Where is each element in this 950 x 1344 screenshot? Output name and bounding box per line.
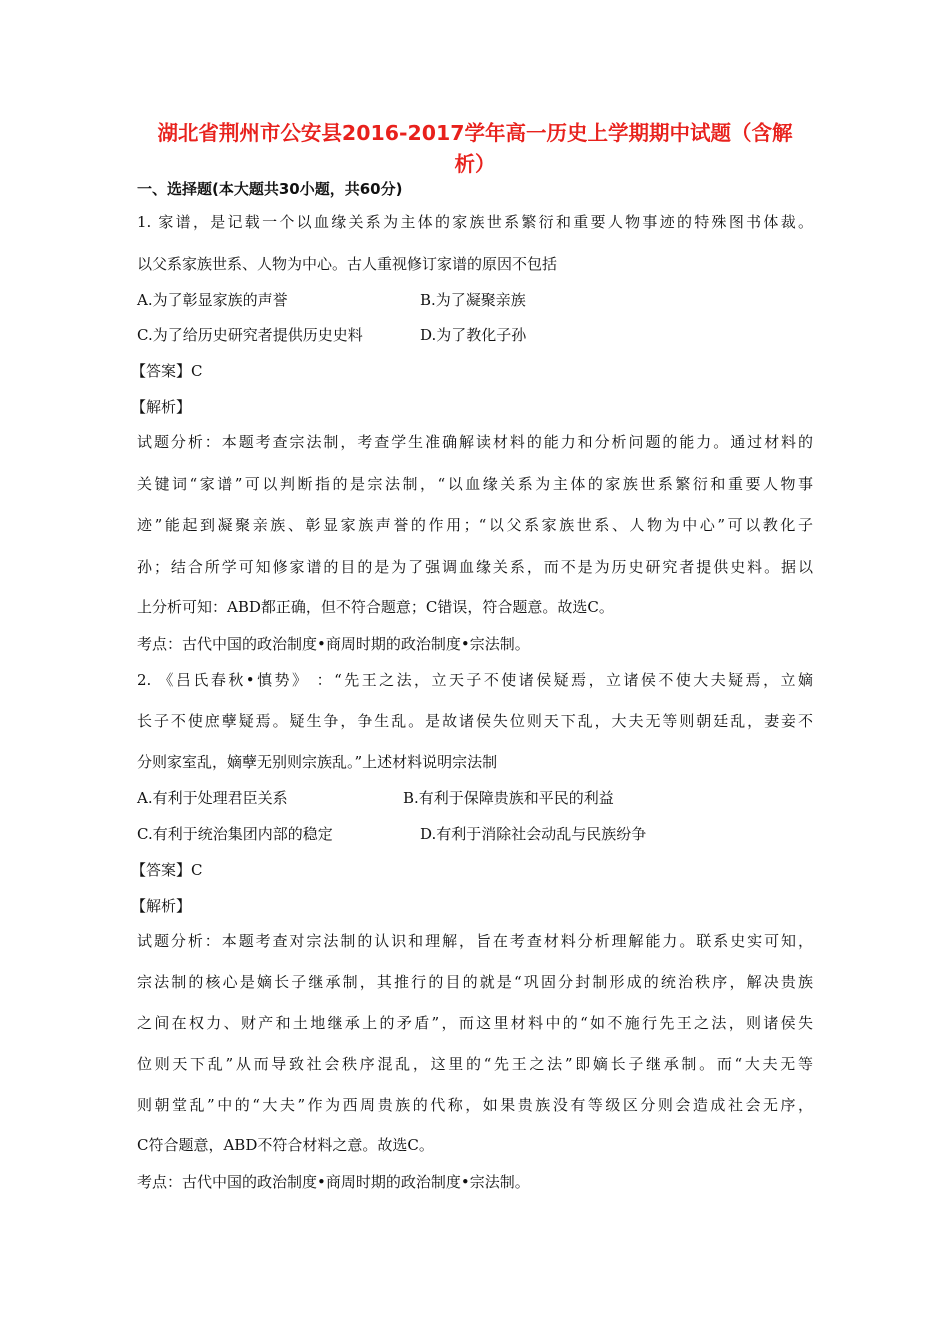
q1-analysis-line-4: 孙；结合所学可知修家谱的目的是为了强调血缘关系，而不是为历史研究者提供史料。据以 [137,558,813,576]
q2-stem-line-3: 分则家室乱，嫡孽无别则宗族乱。”上述材料说明宗法制 [137,753,498,771]
document-title [120,118,830,180]
q1-option-c: C.为了给历史研究者提供历史史料 [137,326,363,344]
q1-stem-line-1: 1. 家谱，是记载一个以血缘关系为主体的家族世系繁衍和重要人物事迹的特殊图书体裁。 [137,213,813,231]
q1-analysis-line-3: 迹”能起到凝聚亲族、彰显家族声誉的作用；“以父系家族世系、人物为中心”可以教化子 [137,516,813,534]
q2-option-row-2 [137,824,647,844]
q2-option-row-1 [137,788,614,808]
q2-analysis-line-5: 则朝堂乱”中的“大夫”作为西周贵族的代称，如果贵族没有等级区分则会造成社会无序， [137,1096,813,1114]
q1-option-d: D.为了教化子孙 [420,326,527,344]
q2-stem-line-1: 2. 《吕氏春秋•慎势》 ：“先王之法，立天子不使诸侯疑焉，立诸侯不使大夫疑焉，立嫡 [137,671,813,689]
q2-answer: 【答案】C [131,861,203,879]
q2-analysis-line-6: C符合题意，ABD不符合材料之意。故选C。 [137,1136,434,1154]
q2-analysis-line-2: 宗法制的核心是嫡长子继承制，其推行的目的就是“巩固分封制形成的统治秩序，解决贵族 [137,973,813,991]
title-line-2: 析） [454,152,496,176]
q2-stem-line-2: 长子不使庶孽疑焉。疑生争，争生乱。是故诸侯失位则天下乱，大夫无等则朝廷乱，妻妾不 [137,712,813,730]
q1-option-row-2 [137,325,527,345]
q2-kaodian: 考点：古代中国的政治制度•商周时期的政治制度•宗法制。 [137,1173,530,1191]
q2-option-d: D.有利于消除社会动乱与民族纷争 [420,825,647,843]
q1-option-b: B.为了凝聚亲族 [420,291,526,309]
q2-option-b: B.有利于保障贵族和平民的利益 [403,789,614,807]
section-header: 一、选择题(本大题共30小题，共60分) [137,180,403,198]
q2-option-a: A.有利于处理君臣关系 [137,789,288,807]
q1-kaodian: 考点：古代中国的政治制度•商周时期的政治制度•宗法制。 [137,635,530,653]
q2-analysis-line-3: 之间在权力、财产和土地继承上的矛盾”，而这里材料中的“如不施行先王之法，则诸侯失 [137,1014,813,1032]
q1-analysis-line-1: 试题分析：本题考查宗法制，考查学生准确解读材料的能力和分析问题的能力。通过材料的 [137,433,813,451]
q1-analysis-line-5: 上分析可知：ABD都正确，但不符合题意；C错误，符合题意。故选C。 [137,598,614,616]
q1-stem-line-2: 以父系家族世系、人物为中心。古人重视修订家谱的原因不包括 [137,255,558,273]
q2-option-c: C.有利于统治集团内部的稳定 [137,825,333,843]
q1-option-row-1 [137,290,526,310]
q1-answer: 【答案】C [131,362,203,380]
q2-analysis-label: 【解析】 [131,897,192,915]
q2-analysis-line-1: 试题分析：本题考查对宗法制的认识和理解，旨在考查材料分析理解能力。联系史实可知， [137,932,813,950]
title-line-1: 湖北省荆州市公安县2016-2017学年高一历史上学期期中试题（含解 [157,121,793,145]
q2-analysis-line-4: 位则天下乱”从而导致社会秩序混乱，这里的“先王之法”即嫡长子继承制。而“大夫无等 [137,1055,813,1073]
q1-analysis-line-2: 关键词“家谱”可以判断指的是宗法制，“以血缘关系为主体的家族世系繁衍和重要人物事 [137,475,813,493]
q1-option-a: A.为了彰显家族的声誉 [137,291,288,309]
q1-analysis-label: 【解析】 [131,398,192,416]
